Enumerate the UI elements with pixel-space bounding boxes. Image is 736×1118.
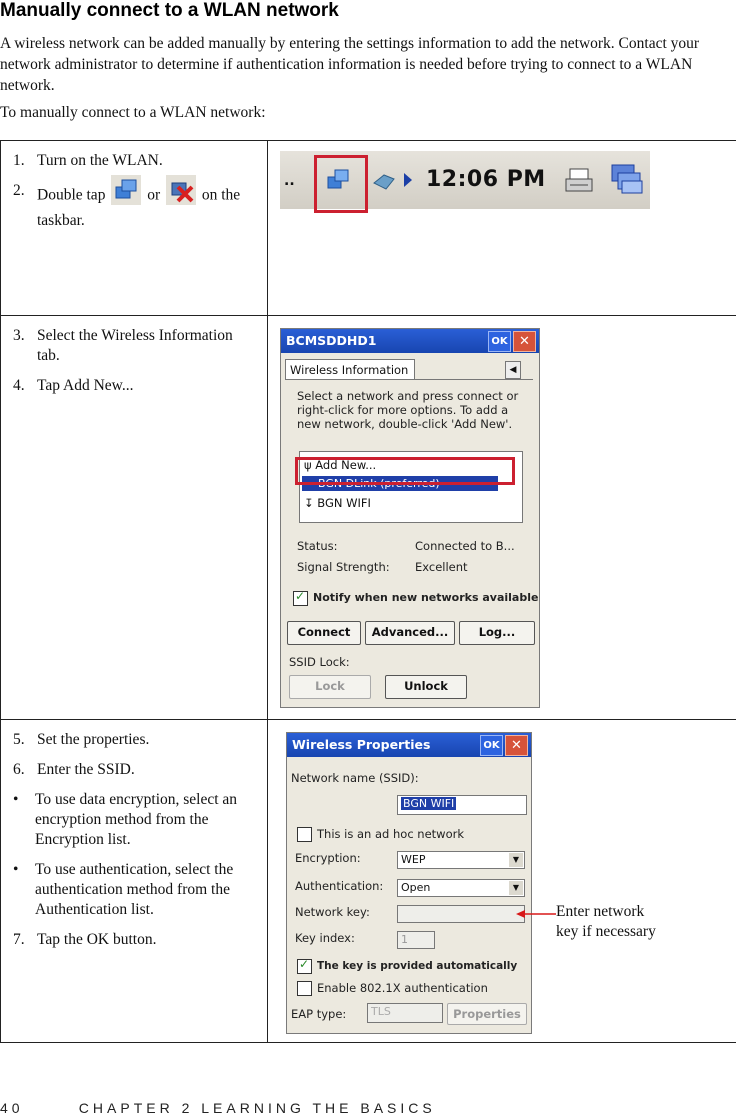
step-item: 7. Tap the OK button. — [13, 931, 157, 948]
step-bullet: • To use data encryption, select an encryption method from the Encryption list. — [13, 791, 238, 848]
dialog-titlebar: BCMSDDHD1 OK ✕ — [281, 329, 539, 353]
eap-type-select[interactable]: TLS — [367, 1003, 443, 1023]
page-title: Manually connect to a WLAN network — [0, 0, 339, 21]
signal-strength-value: Excellent — [415, 560, 468, 574]
chevron-down-icon: ▼ — [509, 881, 523, 895]
status-label: Status: — [297, 539, 338, 553]
step-row-1 — [1, 141, 736, 316]
network-key-label: Network key: — [295, 905, 370, 919]
authentication-select[interactable]: Open ▼ — [397, 879, 525, 897]
wlan-disconnected-icon[interactable] — [166, 175, 196, 205]
highlight-box — [295, 457, 515, 485]
signal-strength-label: Signal Strength: — [297, 560, 390, 574]
adhoc-label: This is an ad hoc network — [317, 827, 464, 841]
speaker-icon[interactable] — [372, 169, 400, 197]
step-bullet: • To use authentication, select the authentication method from the Authentication list. — [13, 861, 234, 918]
close-icon[interactable]: ✕ — [505, 735, 528, 756]
callout-arrow-icon — [516, 908, 556, 920]
enable-8021x-checkbox[interactable] — [297, 981, 312, 996]
list-item-network[interactable]: BGN DLink (preferred) — [302, 476, 498, 491]
chevron-down-icon: ▼ — [509, 853, 523, 867]
step-item: 3. Select the Wireless Information tab. — [13, 327, 233, 364]
encryption-select[interactable]: WEP ▼ — [397, 851, 525, 869]
ssid-lock-label: SSID Lock: — [289, 655, 350, 669]
encryption-label: Encryption: — [295, 851, 361, 865]
wireless-info-dialog — [280, 328, 540, 708]
instructions-text: Select a network and press connect or right-click for more options. To add a new network, double-click 'Add New'. — [297, 389, 519, 431]
step-item: 4. Tap Add New... — [13, 377, 134, 394]
properties-button[interactable]: Properties — [447, 1003, 527, 1025]
steps-table — [0, 140, 736, 1043]
close-icon[interactable]: ✕ — [513, 331, 536, 352]
clock-time: 12:06 PM — [426, 167, 546, 192]
advanced-button[interactable]: Advanced... — [365, 621, 455, 645]
authentication-label: Authentication: — [295, 879, 384, 893]
network-key-input[interactable] — [397, 905, 525, 923]
notify-label: Notify when new networks available — [313, 591, 539, 604]
step-item: 6. Enter the SSID. — [13, 761, 135, 778]
unlock-button[interactable]: Unlock — [385, 675, 467, 699]
arrow-icon[interactable] — [402, 171, 414, 193]
callout-text: Enter network key if necessary — [556, 903, 656, 940]
list-item-network[interactable]: ↧ BGN WIFI — [304, 496, 371, 510]
intro-paragraph: A wireless network can be added manually by entering the settings information to add the network. Contact your network administrator to determine if authentication information is needed before trying to connect to a WLAN network. — [0, 35, 700, 94]
step-item: 1. Turn on the WLAN. — [13, 152, 163, 169]
log-button[interactable]: Log... — [459, 621, 535, 645]
step-item: 5. Set the properties. — [13, 731, 150, 748]
connect-button[interactable]: Connect — [287, 621, 361, 645]
ssid-label: Network name (SSID): — [291, 771, 419, 785]
tab-wireless-information[interactable]: Wireless Information — [285, 359, 415, 379]
ok-button[interactable]: OK — [488, 331, 511, 352]
lock-button[interactable]: Lock — [289, 675, 371, 699]
auto-key-checkbox[interactable] — [297, 959, 312, 974]
notify-checkbox[interactable] — [293, 591, 308, 606]
step-row-2 — [1, 316, 736, 720]
taskbar-screenshot: .. 12:06 PM — [280, 151, 650, 209]
step-item: 2. Double tap or on the taskbar. — [13, 181, 257, 231]
page-footer: 40 CHAPTER 2 LEARNING THE BASICS — [0, 1100, 436, 1116]
status-value: Connected to B... — [415, 539, 515, 553]
auto-key-label: The key is provided automatically — [317, 960, 518, 972]
lead-sentence: To manually connect to a WLAN network: — [0, 104, 266, 121]
adhoc-checkbox[interactable] — [297, 827, 312, 842]
ssid-input[interactable]: BGN WIFI — [397, 795, 527, 815]
ok-button[interactable]: OK — [480, 735, 503, 756]
antenna-icon: ψ — [304, 458, 316, 472]
list-item-add-new[interactable]: ψ Add New... — [304, 458, 377, 472]
tab-scroll-left-icon[interactable]: ◀ — [505, 361, 521, 379]
key-index-input[interactable]: 1 — [397, 931, 435, 949]
enable-8021x-label: Enable 802.1X authentication — [317, 981, 488, 995]
highlight-box — [314, 155, 368, 213]
wireless-properties-dialog — [286, 732, 532, 1034]
step-row-3 — [1, 720, 736, 1043]
wlan-connected-icon[interactable] — [111, 175, 141, 205]
windows-icon[interactable] — [608, 159, 646, 203]
signal-icon: ↧ — [304, 496, 318, 510]
dialog-titlebar: Wireless Properties OK ✕ — [287, 733, 531, 757]
printer-icon[interactable] — [562, 163, 596, 201]
eap-type-label: EAP type: — [291, 1007, 347, 1021]
key-index-label: Key index: — [295, 931, 355, 945]
